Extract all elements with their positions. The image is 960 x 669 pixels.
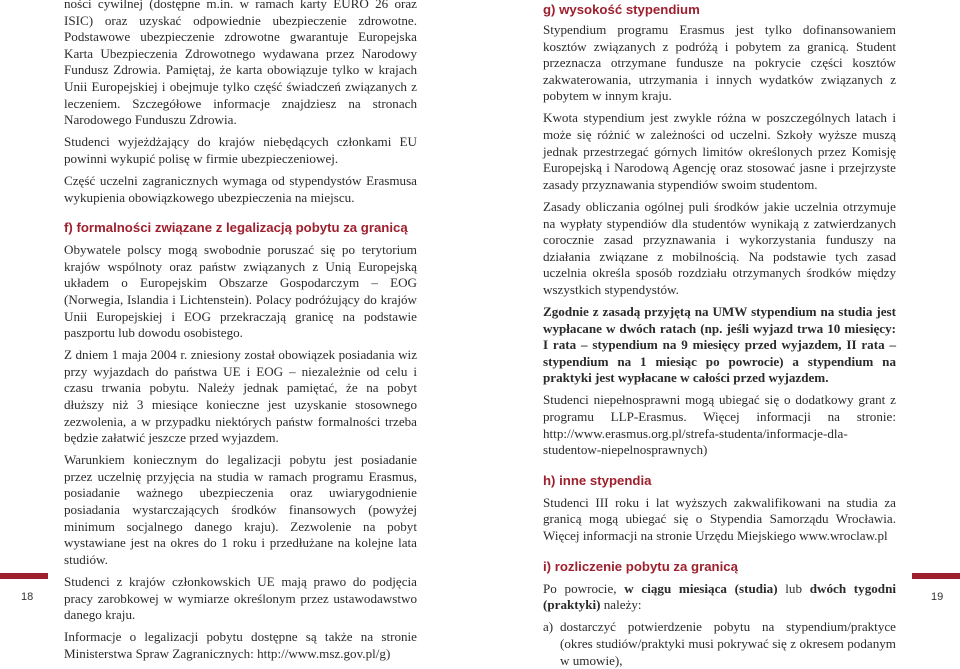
footer-accent-band-left [0, 573, 48, 579]
page-number-left: 18 [21, 591, 34, 603]
section-heading-g: g) wysokość stypendium [543, 2, 700, 17]
footer-accent-band-right [912, 573, 960, 579]
text-run-bold: dwóch tygodni (praktyki) [543, 580, 897, 613]
paragraph: Warunkiem koniecznym do legalizacji pobytu jest posiadanie przez uczelnię przyjęcia na studia w ramach programu Erasmus, posiadanie ważnego ubezpieczenia oraz uwiarygodnienie posiadania wystarczających środków finansowych (powyżej minimum socjalnego danego kraju). Zezwolenie na pobyt wystawiane jest na okres do 1 roku i przedłużane na kolejne lata studiów. [64, 452, 417, 567]
list-marker: a) [543, 619, 554, 635]
list-item [543, 619, 896, 669]
paragraph: Z dniem 1 maja 2004 r. zniesiony został obowiązek posiadania wiz przy wyjazdach do państwa UE i EOG – niezależnie od celu i czasu trwania pobytu. Należy jednak pamiętać, że na pobyt dłuższy niż 3 miesiące konieczne jest uzyskanie stosownego zezwolenia, a w przypadku niektórych państw formalności trzeba będzie załatwić jeszcze przed wyjazdem. [64, 347, 417, 446]
section-heading-f: f) formalności związane z legalizacją pobytu za granicą [64, 220, 408, 236]
bold-paragraph: Zgodnie z zasadą przyjętą na UMW stypendium na studia jest wypłacane w dwóch ratach (np. jeśli wyjazd trwa 10 miesięcy: I rata – stypendium na 9 miesięcy przed wyjazdem, II rata – stypendium na 1 miesiąc po powrocie) a stypendium na praktyki jest wypłacane w całości przed wyjazdem. [543, 304, 896, 386]
paragraph: Studenci niepełnosprawni mogą ubiegać się o dodatkowy grant z programu LLP-Erasmus. Więcej informacji na stronie: http://www.erasmus.org.pl/strefa-studenta/informacje-dla-studentow-niepelnosprawnych) [543, 392, 896, 458]
paragraph: Studenci z krajów członkowskich UE mają prawo do podjęcia pracy zarobkowej w wymiarze określonym przez ustawodawstwo danego kraju. [64, 573, 417, 623]
paragraph-mixed [543, 581, 896, 614]
text-run: należy: [600, 597, 642, 613]
text-run: lub [777, 580, 810, 596]
text-run: Po powrocie, [543, 580, 625, 596]
list-item-text: dostarczyć potwierdzenie pobytu na stypendium/praktyce (okres studiów/praktyki musi pokrywać się z okresem podanym w umowie), [560, 619, 896, 668]
section-heading-h: h) inne stypendia [543, 472, 652, 488]
paragraph: Zasady obliczania ogólnej puli środków jakie uczelnia otrzymuje na wypłaty stypendiów dla studentów wynikają z zatwierdzanych corocznie zasad przyznawania i wykorzystania funduszy na działania związane z mobilnością. Na podstawie tych zasad uczelnia określa sposób rozdziału otrzymanych środków między wszystkich stypendystów. [543, 198, 896, 297]
right-page-column [543, 0, 896, 669]
paragraph: Stypendium programu Erasmus jest tylko dofinansowaniem kosztów związanych z podróżą i pobytem za granicą. Student przeznacza otrzymane fundusze na pokrycie części kosztów zakwaterowania, utrzymania i innych wydatków związanych z pobytem w innym kraju. [543, 22, 896, 104]
text-run-bold: w ciągu miesiąca (studia) [624, 580, 778, 596]
paragraph: Część uczelni zagranicznych wymaga od stypendystów Erasmusa wykupienia obowiązkowego ubezpieczenia na miejscu. [64, 172, 417, 205]
paragraph: ności cywilnej (dostępne m.in. w ramach karty EURO 26 oraz ISIC) oraz uzyskać odpowiednie ubezpieczenie zdrowotne. Podstawowe ubezpieczenie zdrowotne gwarantuje Europejska Karta Ubezpieczenia Zdrowotnego wydawana przez Narodowy Fundusz Zdrowia. Pamiętaj, że karta obowiązuje tylko w krajach Unii Europejskiej i obejmuje tylko część świadczeń związanych z leczeniem. Szczegółowe informacje znajdziesz na stronach Narodowego Funduszu Zdrowia. [64, 0, 417, 128]
section-heading-i: i) rozliczenie pobytu za granicą [543, 558, 738, 574]
left-page-column [64, 0, 417, 668]
paragraph: Informacje o legalizacji pobytu dostępne są także na stronie Ministerstwa Spraw Zagranicznych: http://www.msz.gov.pl/g) [64, 629, 417, 661]
paragraph: Kwota stypendium jest zwykle różna w poszczególnych latach i może się różnić w zależności od uczelni. Szkoły wyższe muszą jednak przestrzegać górnych limitów określonych przez Komisję Europejską i Narodową Agencję oraz stosować jasne i przejrzyste zasady przyznawania stypendiów swoim studentom. [543, 110, 896, 192]
paragraph: Studenci III roku i lat wyższych zakwalifikowani na studia za granicą mogą ubiegać się o Stypendia Samorządu Wrocławia. Więcej informacji na stronie Urzędu Miejskiego www.wroclaw.pl [543, 494, 896, 544]
paragraph: Obywatele polscy mogą swobodnie poruszać się po terytorium krajów wspólnoty oraz państw związanych z Unią Europejską układem o Europejskim Obszarze Gospodarczym – EOG (Norwegia, Islandia i Lichtenstein). Polacy podróżujący do krajów Unii Europejskiej i EOG przekraczają granicę na podstawie paszportu lub dowodu osobistego. [64, 242, 417, 341]
page-number-right: 19 [931, 591, 944, 603]
paragraph: Studenci wyjeżdżający do krajów niebędących członkami EU powinni wykupić polisę w firmie ubezpieczeniowej. [64, 134, 417, 166]
